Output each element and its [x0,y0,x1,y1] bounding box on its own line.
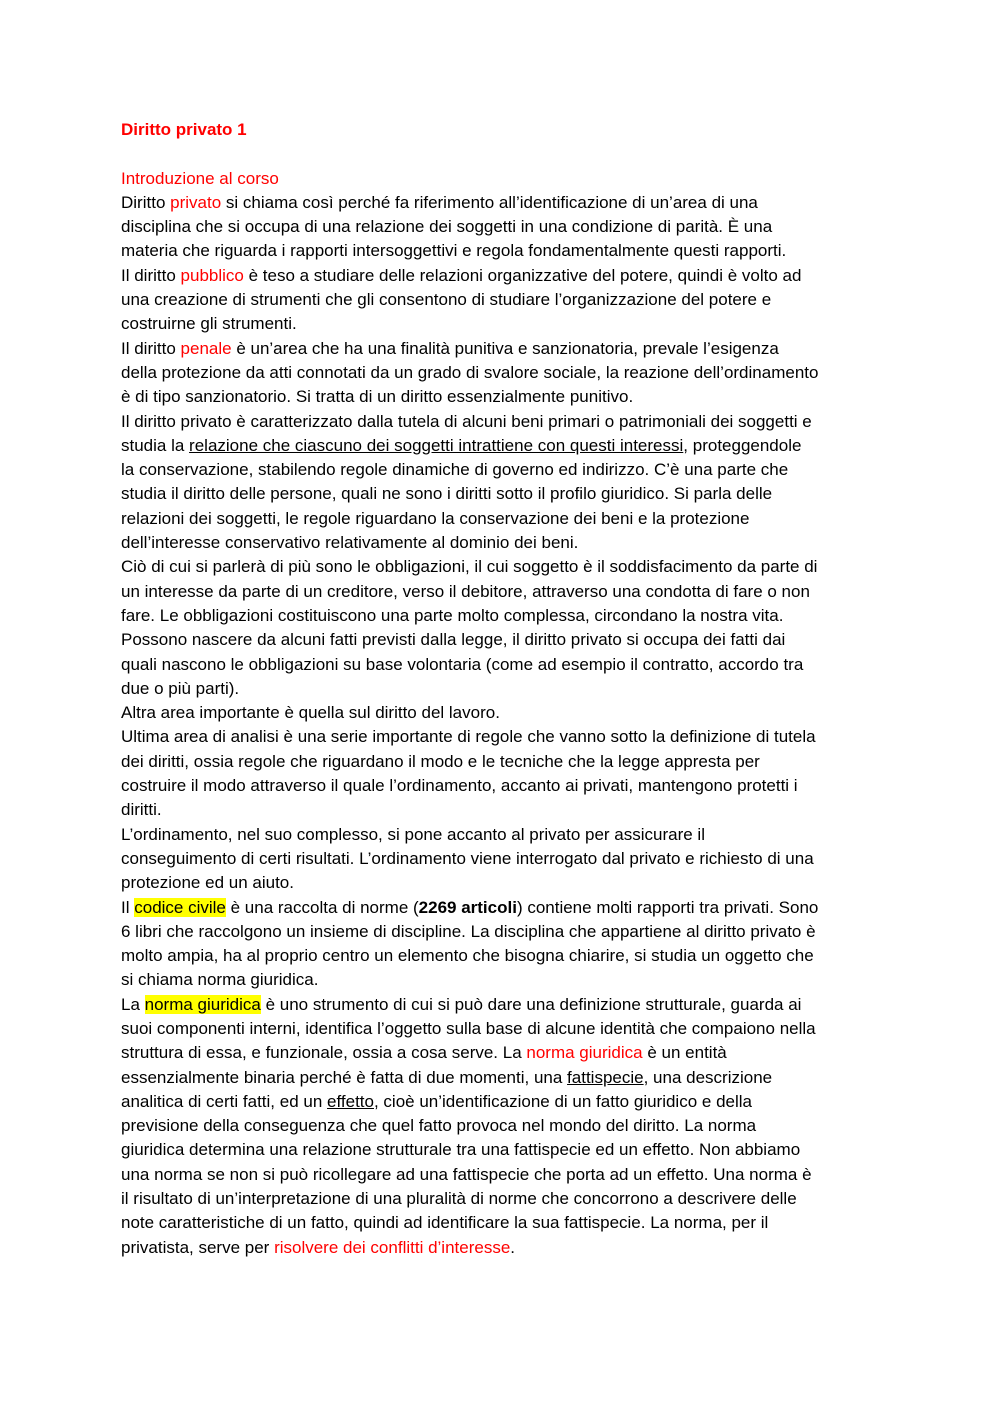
text-line [121,1041,881,1065]
text-line [121,215,881,239]
text-line [121,410,881,434]
text-run: è una raccolta di norme ( [225,897,419,917]
text-run: studia il diritto delle persone, quali ne sono i diritti sotto il profilo giuridico. Si parla delle [121,484,773,504]
text-run: è un entità [642,1043,727,1063]
text-run: analitica di certi fatti, ed un [121,1091,328,1111]
text-run: diritti. [121,800,162,820]
text-run: , proteggendole [683,435,802,455]
text-run: conseguimento di certi risultati. L’ordinamento viene interrogato dal privato e richiesto di una [121,848,814,868]
text-run: Ultima area di analisi è una serie importante di regole che vanno sotto la definizione di tutela [121,727,816,747]
text-line [121,580,881,604]
text-line [121,1066,881,1090]
red-term: penale [180,338,232,358]
red-term: norma giuridica [526,1043,643,1063]
text-line [121,823,881,847]
text-line [121,968,881,992]
text-run: Il diritto [121,338,181,358]
text-line [121,555,881,579]
text-line [121,725,881,749]
text-line [121,1236,881,1260]
text-line [121,434,881,458]
text-run: Possono nascere da alcuni fatti previsti dalla legge, il diritto privato si occupa dei fatti dai [121,630,786,650]
text-line [121,264,881,288]
text-line [121,653,881,677]
text-run: due o più parti). [121,678,240,698]
document-page [121,118,881,1260]
text-line [121,385,881,409]
text-run: ) contiene molti rapporti tra privati. Sono [516,897,819,917]
text-line [121,798,881,822]
text-line [121,677,881,701]
text-run: 6 libri che raccolgono un insieme di discipline. La disciplina che appartiene al diritto privato è [121,921,816,941]
text-run: Diritto [121,192,171,212]
text-line [121,482,881,506]
text-run: è un’area che ha una finalità punitiva e sanzionatoria, prevale l’esigenza [231,338,779,358]
text-run: una norma se non si può ricollegare ad una fattispecie che porta ad un effetto. Una norma è [121,1164,812,1184]
text-line [121,1138,881,1162]
text-run: dei diritti, ossia regole che riguardano il modo e le tecniche che la legge appresta per [121,751,760,771]
text-line [121,507,881,531]
text-line [121,1017,881,1041]
text-run: costruire il modo attraverso il quale l’ordinamento, accanto ai privati, mantengono protetti i [121,776,798,796]
text-run: materia che riguarda i rapporti intersoggettivi e regola fondamentalmente questi rapporti. [121,241,787,261]
text-line [121,1090,881,1114]
text-run: Il diritto privato è caratterizzato dalla tutela di alcuni beni primari o patrimoniali dei soggetti e [121,411,812,431]
text-line [121,896,881,920]
text-run: relazioni dei soggetti, le regole riguardano la conservazione dei beni e la protezione [121,508,750,528]
text-line [121,1114,881,1138]
text-run: un interesse da parte di un creditore, verso il debitore, attraverso una condotta di fare o non [121,581,810,601]
text-run: dell’interesse conservativo relativamente al dominio dei beni. [121,533,579,553]
text-run: suoi componenti interni, identifica l’oggetto sulla base di alcune identità che compaiono nella [121,1018,816,1038]
underlined-phrase: relazione che ciascuno dei soggetti intrattiene con questi interessi [189,435,684,455]
body-text [121,191,881,1260]
text-line [121,288,881,312]
text-line [121,312,881,336]
text-line [121,361,881,385]
text-run: è teso a studiare delle relazioni organizzative del potere, quindi è volto ad [243,265,802,285]
text-run: disciplina che si occupa di una relazione dei soggetti in una condizione di parità. È una [121,217,773,237]
text-line [121,458,881,482]
text-line [121,871,881,895]
text-run: Altra area importante è quella sul diritto del lavoro. [121,703,500,723]
text-line [121,1211,881,1235]
red-term: pubblico [180,265,244,285]
text-run: si chiama norma giuridica. [121,970,319,990]
text-line [121,239,881,263]
text-run: giuridica determina una relazione strutturale tra una fattispecie ed un effetto. Non abbiamo [121,1140,801,1160]
text-line [121,774,881,798]
text-run: previsione della conseguenza che quel fatto provoca nel mondo del diritto. La norma [121,1116,757,1136]
text-run: , cioè un’identificazione di un fatto giuridico e della [373,1091,752,1111]
red-term: risolvere dei conflitti d’interesse [274,1237,511,1257]
text-line [121,628,881,652]
text-run: Il diritto [121,265,181,285]
bold-term: 2269 articoli [418,897,517,917]
text-line [121,993,881,1017]
text-line [121,920,881,944]
text-run: è di tipo sanzionatorio. Si tratta di un diritto essenzialmente punitivo. [121,387,634,407]
red-term: privato [170,192,222,212]
underlined-phrase: effetto [327,1091,374,1111]
text-run: la conservazione, stabilendo regole dinamiche di governo ed indirizzo. C’è una parte che [121,460,789,480]
blank-line [121,142,881,166]
text-run: studia la [121,435,190,455]
text-run: privatista, serve per [121,1237,275,1257]
text-line [121,1163,881,1187]
text-run: protezione ed un aiuto. [121,873,294,893]
text-line [121,701,881,725]
section-heading: Introduzione al corso [121,168,279,188]
highlighted-term: norma giuridica [144,994,261,1014]
text-line [121,191,881,215]
text-line [121,847,881,871]
text-run: note caratteristiche di un fatto, quindi ad identificare la sua fattispecie. La norma, per il [121,1213,769,1233]
text-run: struttura di essa, e funzionale, ossia a cosa serve. La [121,1043,527,1063]
text-line [121,337,881,361]
text-run: quali nascono le obbligazioni su base volontaria (come ad esempio il contratto, accordo tra [121,654,804,674]
text-run: , una descrizione [643,1067,773,1087]
text-run: . [510,1237,516,1257]
text-line [121,750,881,774]
text-run: fare. Le obbligazioni costituiscono una parte molto complessa, circondano la nostra vita. [121,605,784,625]
highlighted-term: codice civile [134,897,226,917]
text-run: una creazione di strumenti che gli consentono di studiare l’organizzazione del potere e [121,290,772,310]
text-line [121,604,881,628]
underlined-phrase: fattispecie [567,1067,644,1087]
text-run: costruirne gli strumenti. [121,314,297,334]
text-run: essenzialmente binaria perché è fatta di due momenti, una [121,1067,568,1087]
text-run: della protezione da atti connotati da un grado di svalore sociale, la reazione dell’ordinamento [121,362,819,382]
document-title: Diritto privato 1 [121,120,247,139]
text-line [121,944,881,968]
text-run: si chiama così perché fa riferimento all’identificazione di un’area di una [221,192,758,212]
text-run: Ciò di cui si parlerà di più sono le obbligazioni, il cui soggetto è il soddisfacimento da parte di [121,557,818,577]
text-line [121,531,881,555]
text-run: L’ordinamento, nel suo complesso, si pone accanto al privato per assicurare il [121,824,705,844]
text-run: molto ampia, ha al proprio centro un elemento che bisogna chiarire, si studia un oggetto che [121,946,814,966]
text-run: è uno strumento di cui si può dare una definizione strutturale, guarda ai [260,994,802,1014]
text-run: Il [121,897,135,917]
text-run: La [121,994,145,1014]
text-run: il risultato di un’interpretazione di una pluralità di norme che concorrono a descrivere delle [121,1189,797,1209]
text-line [121,1187,881,1211]
